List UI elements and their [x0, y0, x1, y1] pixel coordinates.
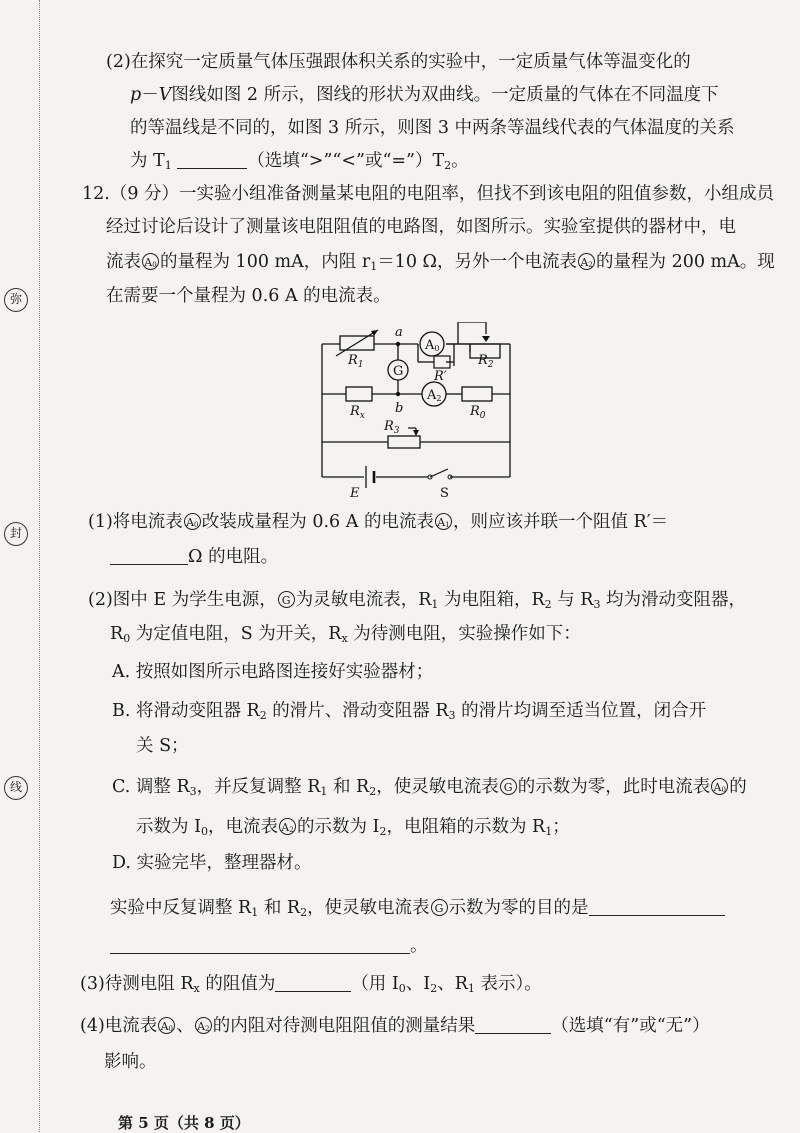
switch-symbol [430, 469, 448, 477]
node-b-label: b [395, 401, 404, 416]
label-rprime: R′ [434, 369, 447, 384]
resistor-r3 [388, 436, 420, 448]
q12-step-c1: C. 调整 $R_3$，并反复调整 $R_1$ 和 $R_2$，使灵敏电流表 G 的示数为零，此时电流表 $A_0$ 的 [112, 777, 747, 798]
q12-p2-line2: $R_0$ 为定值电阻，S 为开关，$R_x$ 为待测电阻，实验操作如下： [110, 624, 581, 645]
q12-p2-line1: (2)图中 E 为学生电源， G 为灵敏电流表，$R_1$ 为电阻箱，$R_2$ 与 $R_3$ 均为滑动变阻器， [88, 590, 747, 611]
node-a-label: a [395, 325, 403, 340]
label-r2: $R_2$ [478, 353, 494, 370]
q12-p3: (3)待测电阻 $R_x$ 的阻值为 （用 $I_0$、$I_2$、$R_1$ 表示）。 [80, 974, 542, 995]
q12-p1-line2: Ω 的电阻。 [110, 545, 278, 569]
circuit-diagram [310, 322, 520, 502]
seal-mark-xian: 线 [4, 776, 28, 800]
answer-blank-p4[interactable] [475, 1015, 551, 1034]
label-r0: $R_0$ [470, 404, 486, 421]
seal-mark-feng: 封 [4, 522, 28, 546]
resistor-r0 [462, 387, 492, 401]
label-rx: $R_x$ [350, 404, 365, 421]
resistor-rx [346, 387, 372, 401]
q12-line3: 流表 $A_0$ 的量程为 100 mA，内阻 $r_1=10$ Ω，另外一个电流表 $A_2$ 的量程为 200 mA。现 [106, 252, 775, 273]
label-r1: $R_1$ [348, 353, 364, 370]
q12-step-c2: 示数为 $I_0$，电流表 $A_2$ 的示数为 $I_2$，电阻箱的示数为 $R_1$； [136, 817, 570, 838]
q12-p1-line1: (1)将电流表 $A_0$ 改装成量程为 0.6 A 的电流表 $A_1$ ，则应该并联一个阻值 R′＝ [88, 512, 669, 532]
label-a2: A2 [427, 388, 442, 403]
binding-margin [0, 0, 40, 1132]
answer-blank-q11[interactable] [177, 150, 247, 169]
q12-step-a: A. 按照如图所示电路图连接好实验器材； [112, 662, 434, 682]
answer-blank-p1[interactable] [110, 546, 188, 565]
label-s: S [440, 486, 449, 501]
label-r3: $R_3$ [384, 419, 400, 436]
q12-p4-line2: 影响。 [104, 1052, 157, 1072]
q12-line2: 经过讨论后设计了测量该电阻阻值的电路图，如图所示。实验室提供的器材中，电 [106, 217, 736, 237]
label-g: G [393, 364, 404, 379]
q12-step-b1: B. 将滑动变阻器 $R_2$ 的滑片、滑动变阻器 $R_3$ 的滑片均调至适当位置，闭合开 [112, 701, 707, 722]
q12-step-d: D. 实验完毕，整理器材。 [112, 853, 312, 873]
q12-line4: 在需要一个量程为 0.6 A 的电流表。 [106, 286, 391, 306]
q12-p4-line1: (4)电流表 $A_0$ 、 $A_2$ 的内阻对待测电阻阻值的测量结果 （选填“有”或“无”） [80, 1016, 710, 1036]
answer-blank-purpose-1[interactable] [589, 897, 725, 916]
q12-purpose-line2: 。 [110, 934, 428, 958]
q12-step-b2: 关 S； [136, 736, 189, 756]
ammeter-a2-icon: $A_2$ [578, 253, 595, 270]
q12-line1: 12.（9 分）一实验小组准备测量某电阻的电阻率，但找不到该电阻的阻值参数，小组成员 [82, 184, 775, 204]
answer-blank-p3[interactable] [275, 973, 351, 992]
ammeter-a0-icon: $A_0$ [142, 253, 159, 270]
page-footer: 第 5 页（共 8 页） [118, 1114, 250, 1132]
q11-line3: 的等温线是不同的，如图 3 所示，则图 3 中两条等温线代表的气体温度的关系 [130, 118, 735, 138]
label-e: E [350, 486, 360, 501]
q11-line4: 为 $T_1$ （选填“>”“<”或“$=”)T_2$。 [130, 151, 469, 172]
seal-mark-mi: 弥 [4, 288, 28, 312]
q11-line1: (2)在探究一定质量气体压强跟体积关系的实验中，一定质量气体等温变化的 [106, 52, 691, 72]
label-a0: A0 [425, 338, 440, 353]
answer-blank-purpose-2[interactable] [110, 935, 410, 954]
q12-purpose-line1: 实验中反复调整 $R_1$ 和 $R_2$，使灵敏电流表 G 示数为零的目的是 [110, 896, 725, 925]
q11-line2: p－V图线如图 2 所示，图线的形状为双曲线。一定质量的气体在不同温度下 [130, 85, 719, 105]
